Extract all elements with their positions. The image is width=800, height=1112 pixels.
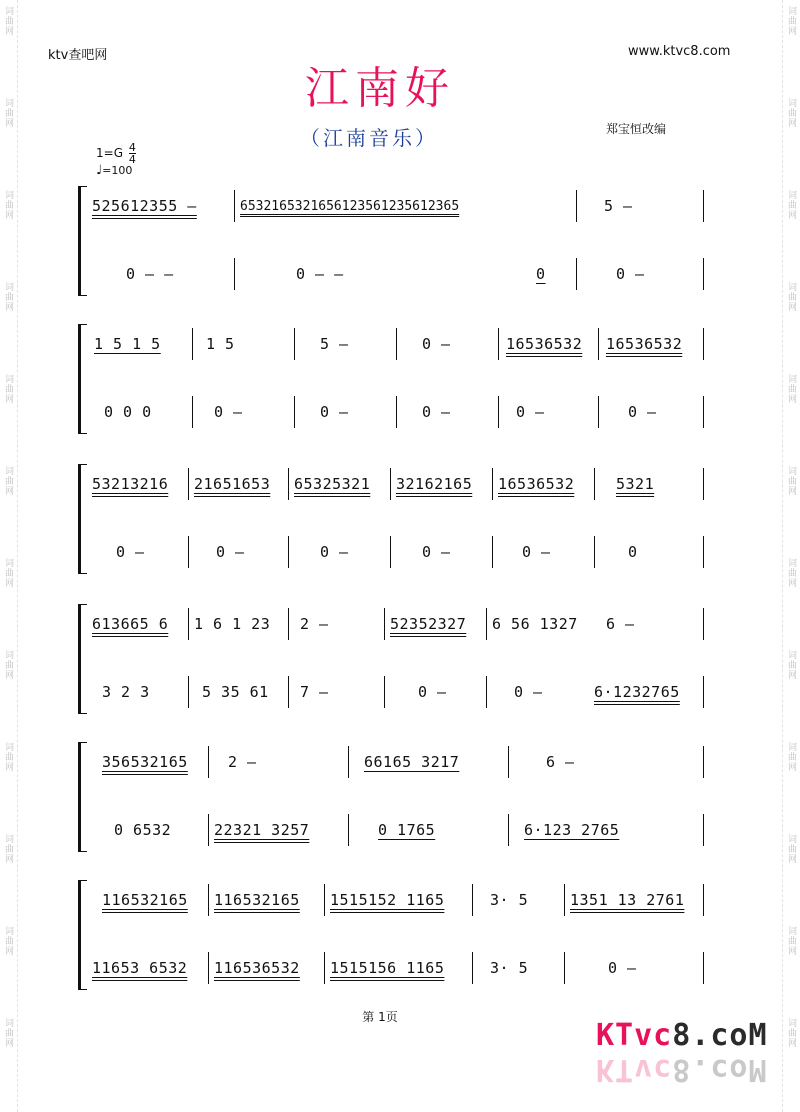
measure-notes: 0 – bbox=[216, 543, 245, 561]
measure-notes: 7 – bbox=[300, 683, 329, 701]
measure-notes: 1 6 1 23 bbox=[194, 615, 271, 633]
measure-notes: 5 35 61 bbox=[202, 683, 269, 701]
measure-notes: 6·123 2765 bbox=[524, 821, 620, 839]
barline bbox=[396, 328, 397, 360]
measure bbox=[506, 326, 582, 362]
measure bbox=[522, 534, 551, 570]
measure bbox=[594, 674, 680, 710]
measure-notes: 5 – bbox=[320, 335, 349, 353]
margin-stamp: 词曲网 bbox=[786, 834, 796, 864]
measure bbox=[390, 606, 466, 642]
measure bbox=[206, 326, 235, 362]
measure bbox=[320, 394, 349, 430]
upper-staff bbox=[88, 882, 704, 918]
arranger-credit: 郑宝恒改编 bbox=[606, 122, 667, 136]
measure-notes: 525612355 – bbox=[92, 197, 197, 215]
barline bbox=[564, 952, 565, 984]
barline bbox=[192, 396, 193, 428]
measure-notes: 5321 bbox=[616, 475, 655, 493]
upper-staff bbox=[88, 466, 704, 502]
measure-notes: 0 – – bbox=[296, 265, 344, 283]
measure-notes: 0 – bbox=[422, 543, 451, 561]
measure-notes: 52352327 bbox=[390, 615, 467, 633]
score-system bbox=[78, 880, 704, 990]
measure bbox=[536, 256, 546, 292]
measure bbox=[422, 394, 451, 430]
measure bbox=[94, 326, 161, 362]
measure-notes: 65325321 bbox=[294, 475, 371, 493]
margin-stamp: 词曲网 bbox=[3, 1018, 13, 1048]
measure-notes: 53213216 bbox=[92, 475, 169, 493]
barline bbox=[208, 746, 209, 778]
barline bbox=[598, 396, 599, 428]
barline bbox=[192, 328, 193, 360]
measure bbox=[116, 534, 145, 570]
barline bbox=[492, 468, 493, 500]
system-brace bbox=[78, 186, 87, 296]
barline bbox=[564, 884, 565, 916]
barline bbox=[703, 190, 704, 222]
lower-staff bbox=[88, 256, 704, 292]
measure-notes: 11653 6532 bbox=[92, 959, 188, 977]
barline bbox=[576, 190, 577, 222]
barline bbox=[486, 608, 487, 640]
measure-notes: 0 – bbox=[422, 403, 451, 421]
measure-notes: 16536532 bbox=[498, 475, 575, 493]
barline bbox=[188, 608, 189, 640]
barline bbox=[472, 952, 473, 984]
measure bbox=[330, 950, 444, 986]
measure bbox=[202, 674, 269, 710]
measure-notes: 0 – bbox=[514, 683, 543, 701]
score-subtitle: （江南音乐） bbox=[300, 126, 438, 150]
upper-staff bbox=[88, 744, 704, 780]
lower-staff bbox=[88, 534, 704, 570]
measure-notes: 32162165 bbox=[396, 475, 473, 493]
measure-notes: 116532165 bbox=[102, 891, 188, 909]
barline bbox=[703, 328, 704, 360]
barline bbox=[703, 676, 704, 708]
measure-notes: 116532165 bbox=[214, 891, 300, 909]
measure bbox=[524, 812, 619, 848]
margin-stamp: 词曲网 bbox=[786, 98, 796, 128]
barline bbox=[188, 468, 189, 500]
margin-stamp: 词曲网 bbox=[3, 834, 13, 864]
barline bbox=[384, 676, 385, 708]
measure-notes: 0 – bbox=[418, 683, 447, 701]
margin-stamp: 词曲网 bbox=[786, 742, 796, 772]
barline bbox=[594, 468, 595, 500]
system-brace bbox=[78, 742, 87, 852]
measure-notes: 0 – bbox=[320, 403, 349, 421]
margin-stamp: 词曲网 bbox=[3, 6, 13, 36]
barline bbox=[498, 396, 499, 428]
measure-notes: 0 – – bbox=[126, 265, 174, 283]
barline bbox=[294, 396, 295, 428]
measure bbox=[102, 744, 188, 780]
measure bbox=[498, 466, 574, 502]
logo-part-b: 8.coM bbox=[672, 1018, 768, 1053]
system-brace bbox=[78, 880, 87, 990]
lower-staff bbox=[88, 394, 704, 430]
barline bbox=[390, 468, 391, 500]
margin-stamp: 词曲网 bbox=[3, 742, 13, 772]
measure bbox=[422, 534, 451, 570]
site-logo-reflection bbox=[596, 1052, 768, 1087]
time-signature-bottom: 4 bbox=[128, 153, 136, 166]
margin-stamp: 词曲网 bbox=[786, 650, 796, 680]
margin-stamp: 词曲网 bbox=[3, 282, 13, 312]
upper-staff bbox=[88, 188, 704, 224]
measure bbox=[240, 188, 459, 224]
measure bbox=[546, 744, 575, 780]
measure bbox=[320, 326, 349, 362]
measure-notes: 3 2 3 bbox=[102, 683, 150, 701]
measure-notes: 6 56 1327 bbox=[492, 615, 578, 633]
measure-notes: 116536532 bbox=[214, 959, 300, 977]
measure bbox=[364, 744, 459, 780]
measure bbox=[604, 188, 633, 224]
measure bbox=[330, 882, 444, 918]
logo-part-a: KTvc bbox=[596, 1052, 673, 1087]
margin-stamp: 词曲网 bbox=[3, 98, 13, 128]
time-signature bbox=[129, 142, 136, 165]
upper-staff bbox=[88, 606, 704, 642]
barline bbox=[703, 952, 704, 984]
barline bbox=[324, 952, 325, 984]
barline bbox=[703, 396, 704, 428]
measure bbox=[616, 466, 654, 502]
measure-notes: 16536532 bbox=[506, 335, 583, 353]
key-signature bbox=[96, 142, 136, 165]
measure-notes: 1515152 1165 bbox=[330, 891, 445, 909]
site-name-left: ktv查吧网 bbox=[48, 48, 108, 63]
margin-stamp: 词曲网 bbox=[786, 926, 796, 956]
measure bbox=[126, 256, 174, 292]
barline bbox=[288, 468, 289, 500]
margin-stamp: 词曲网 bbox=[3, 190, 13, 220]
measure-notes: 22321 3257 bbox=[214, 821, 310, 839]
measure bbox=[606, 606, 635, 642]
logo-part-a: KTvc bbox=[596, 1018, 673, 1053]
measure-notes: 1515156 1165 bbox=[330, 959, 445, 977]
margin-stamp: 词曲网 bbox=[786, 558, 796, 588]
measure bbox=[228, 744, 257, 780]
barline bbox=[576, 258, 577, 290]
margin-stamp: 词曲网 bbox=[3, 466, 13, 496]
measure bbox=[102, 882, 188, 918]
margin-stamp: 词曲网 bbox=[3, 558, 13, 588]
barline bbox=[508, 746, 509, 778]
margin-stamp: 词曲网 bbox=[3, 926, 13, 956]
measure bbox=[214, 394, 243, 430]
barline bbox=[703, 608, 704, 640]
margin-stamp: 词曲网 bbox=[786, 466, 796, 496]
measure bbox=[418, 674, 447, 710]
barline bbox=[234, 258, 235, 290]
barline bbox=[208, 884, 209, 916]
barline bbox=[390, 536, 391, 568]
barline bbox=[508, 814, 509, 846]
measure-notes: 3· 5 bbox=[490, 959, 529, 977]
measure-notes: 5 – bbox=[604, 197, 633, 215]
measure-notes: 0 – bbox=[422, 335, 451, 353]
measure-notes: 1351 13 2761 bbox=[570, 891, 685, 909]
measure bbox=[114, 812, 171, 848]
measure-notes: 0 – bbox=[628, 403, 657, 421]
measure bbox=[628, 534, 638, 570]
measure-notes: 6532165321656123561235612365 bbox=[240, 198, 460, 214]
measure bbox=[92, 606, 168, 642]
barline bbox=[324, 884, 325, 916]
margin-stamp: 词曲网 bbox=[786, 190, 796, 220]
measure bbox=[396, 466, 472, 502]
tempo-marking bbox=[96, 163, 132, 178]
measure-notes: 0 6532 bbox=[114, 821, 172, 839]
barline bbox=[498, 328, 499, 360]
measure bbox=[490, 882, 528, 918]
site-logo bbox=[596, 1018, 768, 1053]
measure bbox=[294, 466, 370, 502]
measure-notes: 0 – bbox=[320, 543, 349, 561]
margin-stamp: 词曲网 bbox=[3, 374, 13, 404]
margin-stamp: 词曲网 bbox=[786, 282, 796, 312]
measure-notes: 66165 3217 bbox=[364, 753, 460, 771]
barline bbox=[703, 884, 704, 916]
tempo-value: =100 bbox=[102, 164, 133, 177]
barline bbox=[598, 328, 599, 360]
barline bbox=[348, 746, 349, 778]
left-margin-watermark bbox=[0, 0, 18, 1112]
measure bbox=[616, 256, 645, 292]
measure-notes: 613665 6 bbox=[92, 615, 169, 633]
measure bbox=[422, 326, 451, 362]
measure bbox=[194, 466, 270, 502]
page-number: 第 1页 bbox=[362, 1010, 398, 1024]
measure-notes: 3· 5 bbox=[490, 891, 529, 909]
measure bbox=[92, 950, 187, 986]
measure-notes: 0 0 0 bbox=[104, 403, 152, 421]
barline bbox=[486, 676, 487, 708]
measure bbox=[628, 394, 657, 430]
barline bbox=[594, 536, 595, 568]
upper-staff bbox=[88, 326, 704, 362]
score-system bbox=[78, 742, 704, 852]
measure bbox=[92, 466, 168, 502]
measure bbox=[104, 394, 152, 430]
measure-notes: 356532165 bbox=[102, 753, 188, 771]
score-system bbox=[78, 324, 704, 434]
score-system bbox=[78, 604, 704, 714]
measure-notes: 6 – bbox=[546, 753, 575, 771]
barline bbox=[288, 536, 289, 568]
measure bbox=[492, 606, 578, 642]
key-label: 1=G bbox=[96, 146, 123, 160]
measure-notes: 0 bbox=[628, 543, 638, 561]
system-brace bbox=[78, 604, 87, 714]
measure-notes: 6 – bbox=[606, 615, 635, 633]
system-brace bbox=[78, 464, 87, 574]
barline bbox=[492, 536, 493, 568]
measure bbox=[570, 882, 684, 918]
logo-part-b: 8.coM bbox=[672, 1052, 768, 1087]
barline bbox=[472, 884, 473, 916]
score-system bbox=[78, 186, 704, 296]
measure bbox=[216, 534, 245, 570]
barline bbox=[703, 258, 704, 290]
measure bbox=[516, 394, 545, 430]
score-title: 江南好 bbox=[305, 63, 455, 114]
margin-stamp: 词曲网 bbox=[786, 6, 796, 36]
barline bbox=[208, 814, 209, 846]
measure-notes: 6·1232765 bbox=[594, 683, 680, 701]
barline bbox=[288, 608, 289, 640]
barline bbox=[396, 396, 397, 428]
site-url-right: www.ktvc8.com bbox=[628, 44, 731, 59]
measure-notes: 21651653 bbox=[194, 475, 271, 493]
quarter-note-icon: ♩ bbox=[96, 163, 103, 178]
barline bbox=[348, 814, 349, 846]
measure bbox=[194, 606, 270, 642]
lower-staff bbox=[88, 674, 704, 710]
measure bbox=[296, 256, 344, 292]
measure-notes: 0 – bbox=[522, 543, 551, 561]
measure-notes: 0 – bbox=[516, 403, 545, 421]
measure-notes: 2 – bbox=[300, 615, 329, 633]
barline bbox=[703, 468, 704, 500]
measure-notes: 0 – bbox=[608, 959, 637, 977]
barline bbox=[188, 536, 189, 568]
measure bbox=[214, 812, 309, 848]
measure bbox=[378, 812, 435, 848]
measure bbox=[608, 950, 637, 986]
measure-notes: 0 1765 bbox=[378, 821, 436, 839]
measure bbox=[300, 606, 329, 642]
barline bbox=[234, 190, 235, 222]
score-system bbox=[78, 464, 704, 574]
measure-notes: 16536532 bbox=[606, 335, 683, 353]
barline bbox=[703, 536, 704, 568]
time-signature-top: 4 bbox=[128, 141, 136, 154]
barline bbox=[384, 608, 385, 640]
measure-notes: 1 5 bbox=[206, 335, 235, 353]
measure-notes: 0 – bbox=[616, 265, 645, 283]
measure bbox=[214, 950, 300, 986]
barline bbox=[703, 746, 704, 778]
barline bbox=[208, 952, 209, 984]
barline bbox=[294, 328, 295, 360]
measure bbox=[92, 188, 197, 224]
measure-notes: 1 5 1 5 bbox=[94, 335, 161, 353]
measure bbox=[320, 534, 349, 570]
barline bbox=[703, 814, 704, 846]
measure-notes: 2 – bbox=[228, 753, 257, 771]
measure bbox=[490, 950, 528, 986]
barline bbox=[188, 676, 189, 708]
system-brace bbox=[78, 324, 87, 434]
measure bbox=[214, 882, 300, 918]
lower-staff bbox=[88, 812, 704, 848]
margin-stamp: 词曲网 bbox=[786, 1018, 796, 1048]
lower-staff bbox=[88, 950, 704, 986]
margin-stamp: 词曲网 bbox=[3, 650, 13, 680]
right-margin-watermark bbox=[782, 0, 800, 1112]
measure-notes: 0 – bbox=[214, 403, 243, 421]
measure-notes: 0 – bbox=[116, 543, 145, 561]
measure-notes: 0 bbox=[536, 265, 546, 283]
measure bbox=[300, 674, 329, 710]
barline bbox=[288, 676, 289, 708]
measure bbox=[606, 326, 682, 362]
measure bbox=[514, 674, 543, 710]
measure bbox=[102, 674, 150, 710]
margin-stamp: 词曲网 bbox=[786, 374, 796, 404]
